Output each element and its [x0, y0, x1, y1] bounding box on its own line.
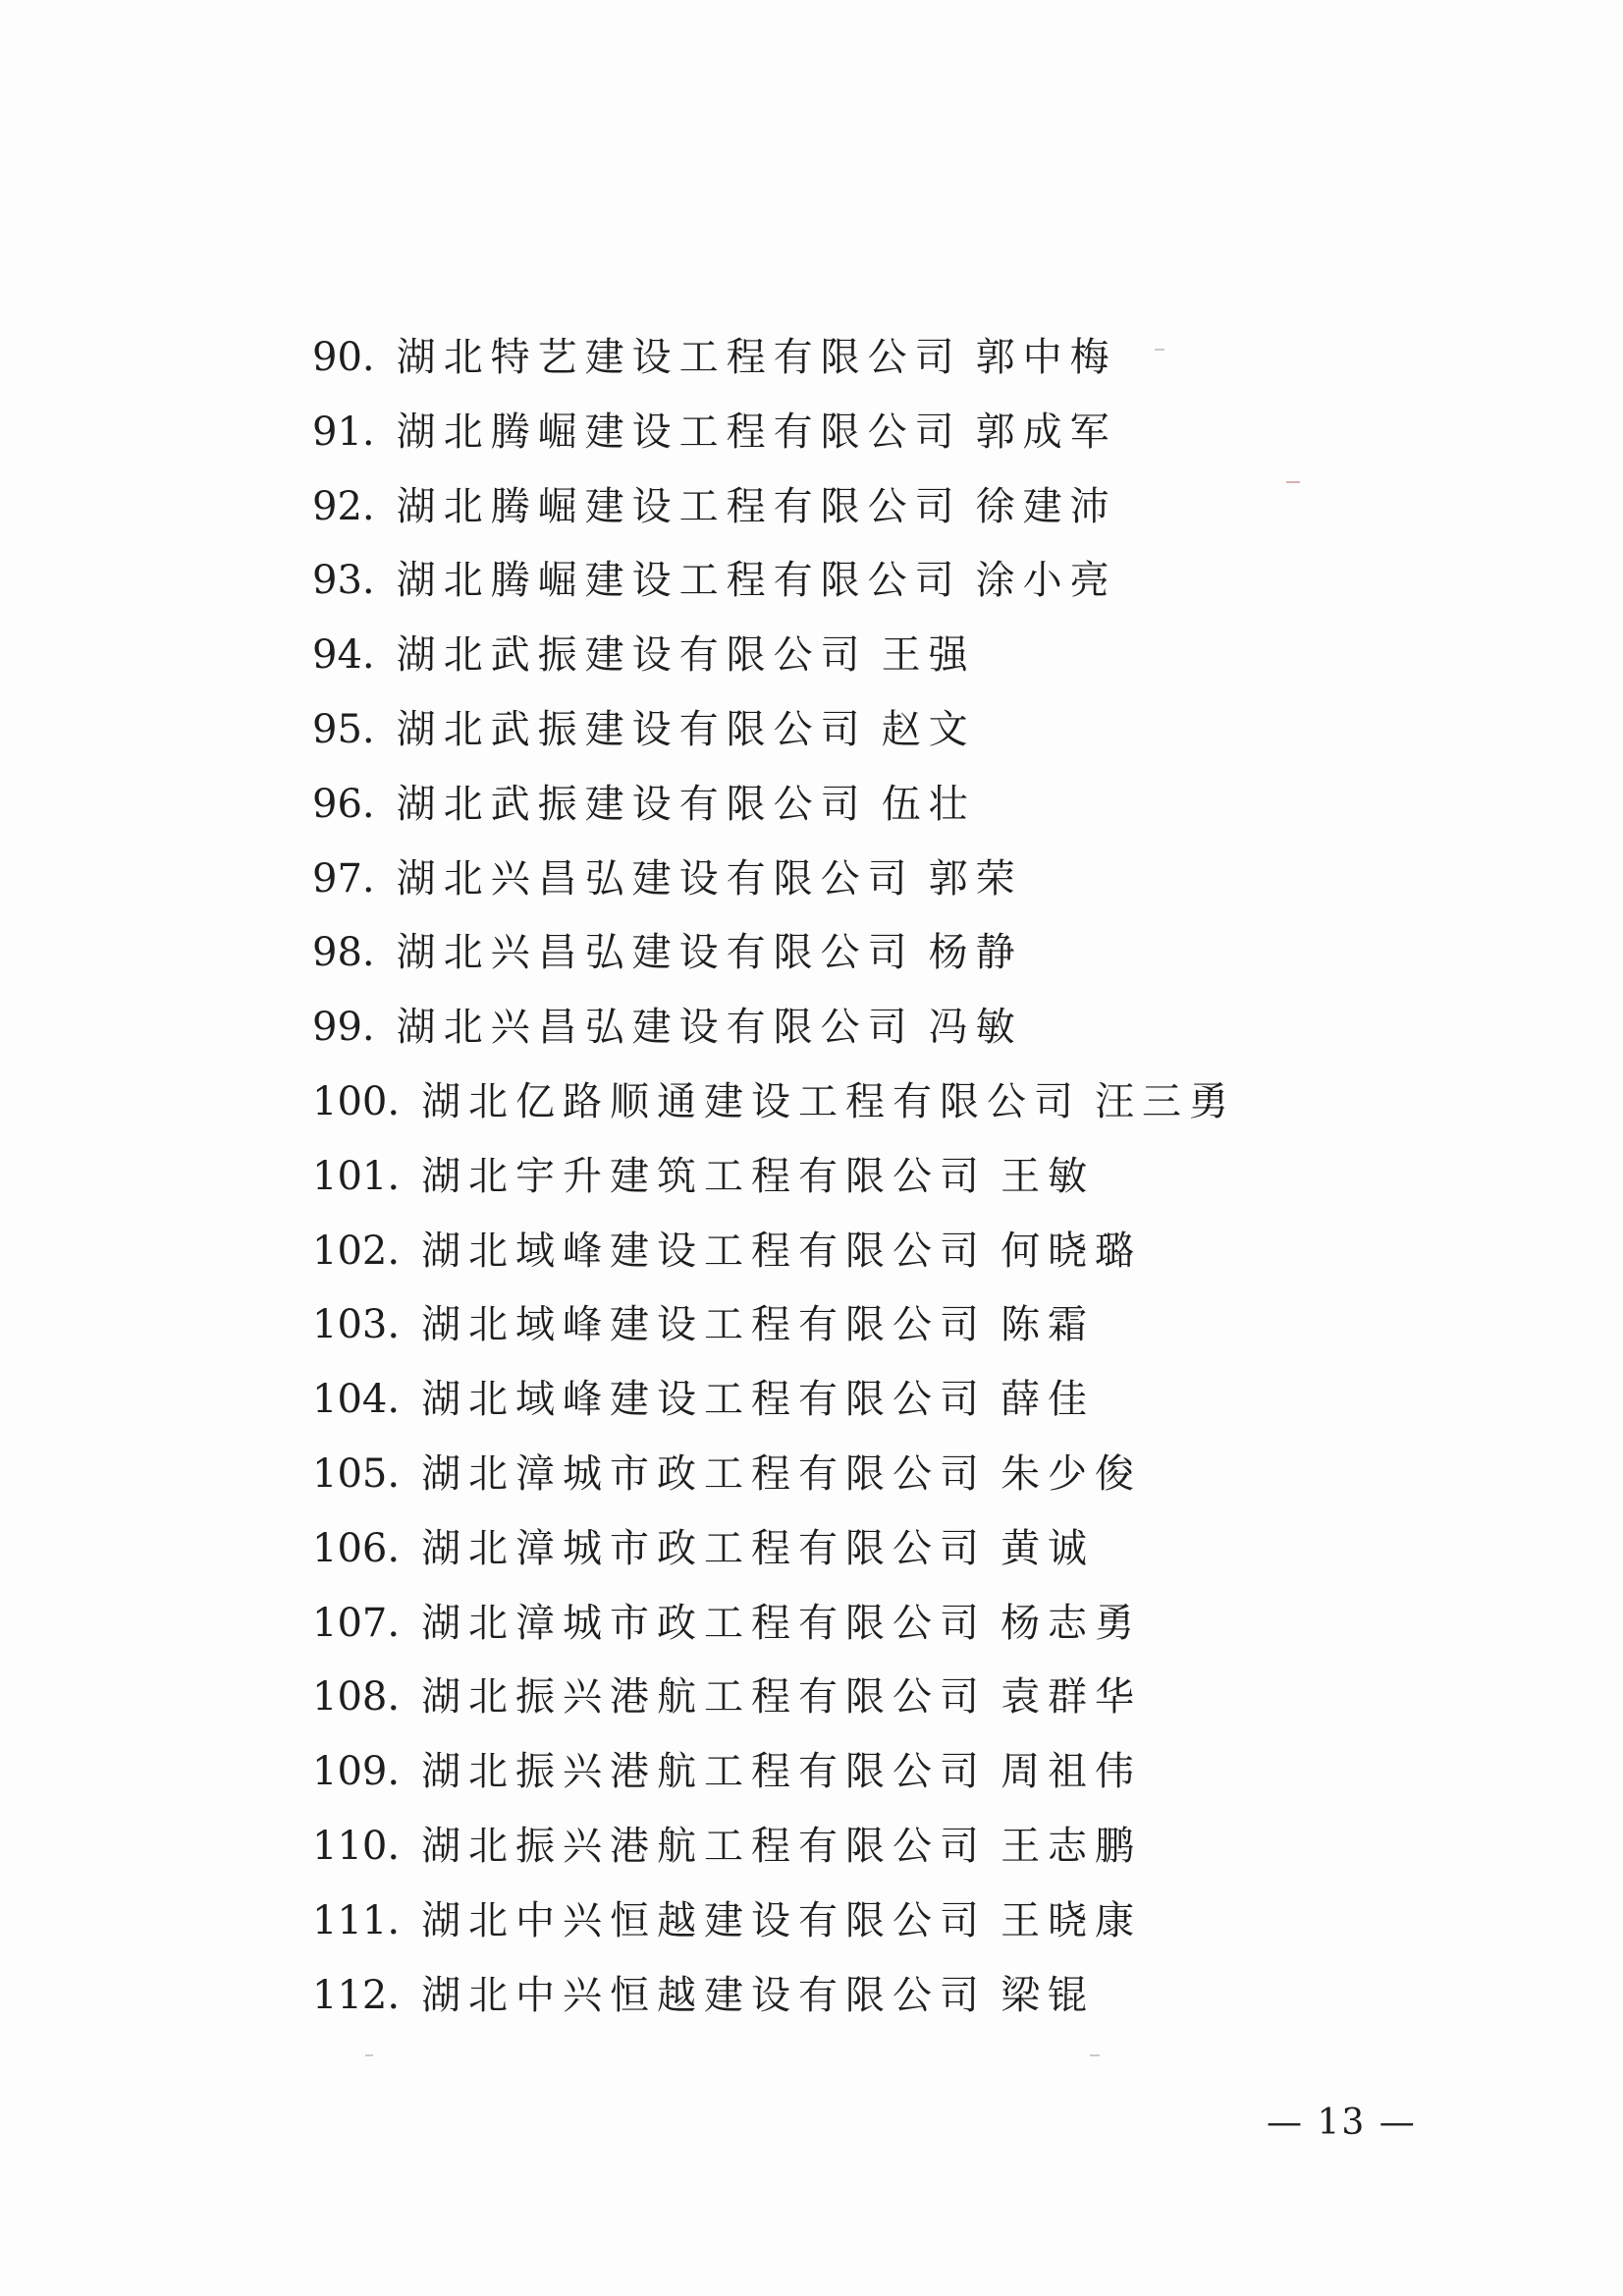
- list-item: [312, 328, 1236, 403]
- entry-number: 90.: [312, 335, 375, 380]
- company-name: 湖北武振建设有限公司: [396, 632, 868, 679]
- company-name: 湖北振兴港航工程有限公司: [421, 1823, 988, 1869]
- entry-number: 92.: [312, 483, 375, 529]
- company-name: 湖北亿路顺通建设工程有限公司: [421, 1078, 1082, 1124]
- person-name: 涂小亮: [975, 558, 1117, 604]
- list-item: [312, 923, 1236, 998]
- list-item: [312, 1370, 1236, 1445]
- list-item: [312, 626, 1236, 700]
- company-name: 湖北漳城市政工程有限公司: [421, 1525, 988, 1571]
- person-name: 王强: [881, 632, 976, 679]
- company-name: 湖北中兴恒越建设有限公司: [421, 1972, 988, 2018]
- company-name: 湖北振兴港航工程有限公司: [421, 1674, 988, 1721]
- list-item: [312, 775, 1236, 849]
- person-name: 汪三勇: [1095, 1078, 1237, 1124]
- list-item: [312, 551, 1236, 626]
- entry-number: 110.: [312, 1823, 401, 1869]
- entry-number: 103.: [312, 1302, 401, 1348]
- list-item: [312, 998, 1236, 1072]
- company-name: 湖北兴昌弘建设有限公司: [396, 1005, 915, 1051]
- company-name: 湖北漳城市政工程有限公司: [421, 1600, 988, 1646]
- entry-number: 100.: [312, 1078, 401, 1124]
- entry-number: 112.: [312, 1972, 401, 2018]
- person-name: 王敏: [1001, 1153, 1096, 1199]
- person-name: 朱少俊: [1001, 1450, 1143, 1497]
- person-name: 杨静: [928, 930, 1023, 976]
- scan-speck: [1286, 481, 1300, 483]
- person-name: 郭成军: [975, 409, 1117, 455]
- list-item: [312, 1519, 1236, 1594]
- list-item: [312, 477, 1236, 552]
- list-item: [312, 1147, 1236, 1222]
- entry-number: 105.: [312, 1450, 401, 1497]
- company-name: 湖北武振建设有限公司: [396, 706, 868, 752]
- entry-number: 98.: [312, 930, 375, 976]
- person-name: 王晓康: [1001, 1897, 1143, 1943]
- person-name: 伍壮: [881, 781, 976, 827]
- list-item: [312, 1445, 1236, 1519]
- company-name: 湖北特艺建设工程有限公司: [396, 335, 962, 380]
- company-name: 湖北腾崛建设工程有限公司: [396, 558, 962, 604]
- person-name: 郭中梅: [975, 335, 1117, 380]
- scan-speck: [1155, 349, 1164, 351]
- entry-number: 111.: [312, 1897, 401, 1943]
- entry-number: 96.: [312, 781, 375, 827]
- entry-number: 106.: [312, 1525, 401, 1571]
- list-item: [312, 1817, 1236, 1891]
- person-name: 何晓璐: [1001, 1228, 1143, 1274]
- entry-number: 101.: [312, 1153, 401, 1199]
- entry-number: 102.: [312, 1228, 401, 1274]
- list-item: [312, 403, 1236, 477]
- list-item: [312, 849, 1236, 924]
- person-name: 徐建沛: [975, 483, 1117, 529]
- company-name: 湖北漳城市政工程有限公司: [421, 1450, 988, 1497]
- person-name: 王志鹏: [1001, 1823, 1143, 1869]
- person-name: 陈霜: [1001, 1302, 1096, 1348]
- person-name: 郭荣: [928, 855, 1023, 902]
- entry-number: 97.: [312, 855, 375, 902]
- entry-number: 99.: [312, 1005, 375, 1051]
- list-item: [312, 1594, 1236, 1668]
- scan-speck: [365, 2054, 373, 2056]
- entry-number: 94.: [312, 632, 375, 679]
- company-name: 湖北腾崛建设工程有限公司: [396, 409, 962, 455]
- entry-list: [312, 328, 1236, 2040]
- company-name: 湖北兴昌弘建设有限公司: [396, 930, 915, 976]
- list-item: [312, 1667, 1236, 1742]
- list-item: [312, 700, 1236, 775]
- person-name: 薛佳: [1001, 1377, 1096, 1423]
- entry-number: 107.: [312, 1600, 401, 1646]
- person-name: 黄诚: [1001, 1525, 1096, 1571]
- person-name: 杨志勇: [1001, 1600, 1143, 1646]
- entry-number: 108.: [312, 1674, 401, 1721]
- company-name: 湖北武振建设有限公司: [396, 781, 868, 827]
- entry-number: 95.: [312, 706, 375, 752]
- list-item: [312, 1742, 1236, 1817]
- scan-speck: [1090, 2054, 1100, 2056]
- list-item: [312, 1295, 1236, 1370]
- company-name: 湖北中兴恒越建设有限公司: [421, 1897, 988, 1943]
- company-name: 湖北宇升建筑工程有限公司: [421, 1153, 988, 1199]
- entry-number: 91.: [312, 409, 375, 455]
- person-name: 冯敏: [928, 1005, 1023, 1051]
- company-name: 湖北兴昌弘建设有限公司: [396, 855, 915, 902]
- list-item: [312, 1072, 1236, 1147]
- company-name: 湖北腾崛建设工程有限公司: [396, 483, 962, 529]
- person-name: 周祖伟: [1001, 1749, 1143, 1795]
- company-name: 湖北振兴港航工程有限公司: [421, 1749, 988, 1795]
- entry-number: 93.: [312, 558, 375, 604]
- person-name: 赵文: [881, 706, 976, 752]
- list-item: [312, 1891, 1236, 1966]
- page-number: — 13 —: [1267, 2103, 1417, 2143]
- entry-number: 109.: [312, 1749, 401, 1795]
- list-item: [312, 1966, 1236, 2041]
- company-name: 湖北域峰建设工程有限公司: [421, 1228, 988, 1274]
- list-item: [312, 1222, 1236, 1296]
- company-name: 湖北域峰建设工程有限公司: [421, 1302, 988, 1348]
- person-name: 袁群华: [1001, 1674, 1143, 1721]
- person-name: 梁锟: [1001, 1972, 1096, 2018]
- entry-number: 104.: [312, 1377, 401, 1423]
- company-name: 湖北域峰建设工程有限公司: [421, 1377, 988, 1423]
